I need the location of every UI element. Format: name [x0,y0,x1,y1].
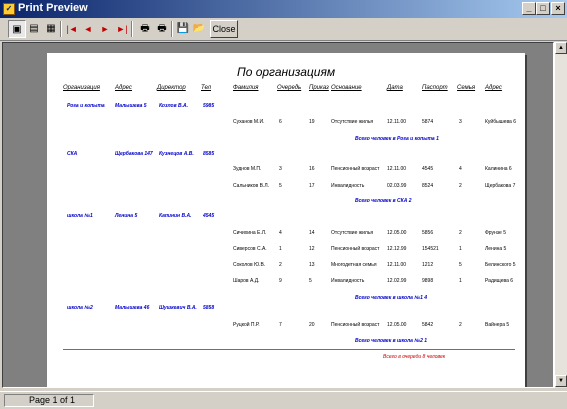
table-cell: 1 [459,278,462,284]
vertical-scrollbar[interactable] [554,42,567,388]
save-icon: 💾 [176,23,190,34]
org-name: Рога и копыта [67,103,105,109]
table-cell: Куйбышева 6 [485,119,517,125]
table-cell: Фрунзе 5 [485,230,506,236]
column-header: Организация [63,85,100,91]
total-summary: Всего в очереди 8 человек [383,354,446,360]
org-name: школа №2 [67,305,93,311]
toolbar-separator [171,21,173,37]
org-phone: 5985 [203,103,215,109]
org-director: Шушкевич В.А. [159,305,197,311]
status-bar [0,391,567,409]
printer-setup-icon: 🖶 [140,23,150,34]
table-cell: 12.11.00 [387,119,407,125]
table-cell: 3 [459,119,462,125]
table-cell: 1212 [422,262,434,268]
table-cell: Многодетная семья [331,262,377,268]
org-address: Щербакова 147 [115,151,153,157]
table-cell: Пенсионный возраст [331,246,380,252]
table-cell: 20 [309,322,315,328]
table-cell: 12.05.00 [387,322,407,328]
table-cell: 4 [279,230,282,236]
table-cell: Калинина 6 [485,166,512,172]
single-page-icon: ▣ [12,24,22,35]
table-cell: 2 [459,183,462,189]
table-cell: 5842 [422,322,434,328]
fit-page-button[interactable] [42,20,60,38]
column-header: Очередь [277,85,302,91]
group-summary: Всего человек в СКА 2 [355,198,412,204]
total-divider [63,349,515,350]
table-cell: Щербакова 7 [485,183,516,189]
column-header: Адрес [115,85,132,91]
open-button[interactable] [190,20,208,38]
report-page [47,53,525,388]
table-cell: 12.05.00 [387,230,407,236]
fit-page-icon: ▦ [46,23,56,34]
printer-setup-button[interactable] [136,20,154,38]
table-cell: 9 [279,278,282,284]
org-phone: 8585 [203,151,215,157]
close-button[interactable]: Close [210,20,238,38]
table-cell: 12.11.00 [387,166,407,172]
column-header: Тел [201,85,211,91]
table-cell: 12 [309,246,315,252]
table-cell: 154521 [422,246,439,252]
multi-page-icon: ▤ [29,23,39,34]
toolbar-separator [60,21,62,37]
page-indicator: Page 1 of 1 [4,394,94,407]
table-cell: 12.12.99 [387,246,407,252]
toolbar-separator [131,21,133,37]
multi-page-button[interactable] [25,20,43,38]
org-director: Кузнецов А.В. [159,151,194,157]
next-page-icon: ► [100,24,110,34]
table-cell: Радищева 6 [485,278,514,284]
table-cell: Инвалидность [331,183,365,189]
table-cell: Соколов Ю.В. [233,262,266,268]
single-page-button[interactable] [8,20,26,38]
table-cell: 1 [279,246,282,252]
table-cell: Белинского 5 [485,262,516,268]
table-cell: 17 [309,183,315,189]
maximize-button[interactable]: □ [536,2,550,15]
org-name: школа №1 [67,213,93,219]
column-header: Фамилия [233,85,259,91]
table-cell: Отсутствие жилья [331,119,374,125]
last-page-icon: ►| [116,24,128,34]
print-icon: 🖶 [157,23,167,34]
table-cell: Сичихина Е.Л. [233,230,267,236]
org-director: Капинин В.А. [159,213,192,219]
prev-page-icon: ◄ [83,24,93,34]
org-director: Козлов В.А. [159,103,188,109]
table-cell: 12.02.99 [387,278,407,284]
table-cell: Отсутствие жилья [331,230,374,236]
table-cell: 02.03.99 [387,183,407,189]
table-cell: Шаров А.Д. [233,278,260,284]
title-bar [0,0,567,18]
column-header: Адрес [485,85,502,91]
table-cell: Сиверсов С.А. [233,246,267,252]
print-button[interactable] [153,20,171,38]
table-cell: 4545 [422,166,434,172]
org-name: СКА [67,151,78,157]
table-cell: 14 [309,230,315,236]
column-header: Паспорт [422,85,448,91]
org-phone: 5858 [203,305,215,311]
app-icon: ✓ [3,3,15,15]
table-cell: Вайнера 5 [485,322,510,328]
table-cell: 16 [309,166,315,172]
table-cell: Зуднов М.П. [233,166,262,172]
report-title: По организациям [237,65,336,79]
close-window-button[interactable]: × [551,2,565,15]
table-cell: Инвалидность [331,278,365,284]
org-address: Ленина 5 [115,213,138,219]
table-cell: 3 [279,166,282,172]
open-icon: 📂 [192,23,206,34]
table-cell: 2 [279,262,282,268]
table-cell: 5 [459,262,462,268]
column-header: Дата [387,85,403,91]
preview-area[interactable] [2,42,554,388]
window-title: Print Preview [18,2,88,14]
table-cell: 5856 [422,230,434,236]
next-page-button[interactable] [96,20,114,38]
table-cell: Ленина 5 [485,246,507,252]
org-phone: 4545 [203,213,215,219]
column-header: Приказ [309,85,329,91]
scroll-up-icon[interactable]: ▲ [555,42,567,54]
column-header: Основание [331,85,362,91]
table-cell: 1 [459,246,462,252]
table-cell: Пенсионный возраст [331,166,380,172]
column-header: Директор [157,85,186,91]
table-cell: 9898 [422,278,434,284]
org-address: Малышева 46 [115,305,150,311]
first-page-icon: |◄ [66,24,78,34]
prev-page-button[interactable] [79,20,97,38]
table-cell: Пенсионный возраст [331,322,380,328]
column-header: Семья [457,85,476,91]
table-cell: Суханов М.И. [233,119,265,125]
table-cell: Руцкой П.Р. [233,322,260,328]
toolbar [0,18,567,41]
table-cell: 2 [459,322,462,328]
group-summary: Всего человек в школа №2 1 [355,338,428,344]
last-page-button[interactable] [113,20,131,38]
table-cell: 8524 [422,183,434,189]
table-cell: 19 [309,119,315,125]
table-cell: 13 [309,262,315,268]
table-cell: 6 [279,119,282,125]
minimize-button[interactable]: _ [522,2,536,15]
group-summary: Всего человек в Рога и копыта 1 [355,136,439,142]
scroll-down-icon[interactable]: ▼ [555,375,567,387]
org-address: Малышева 5 [115,103,147,109]
table-cell: 7 [279,322,282,328]
table-cell: 5 [309,278,312,284]
table-cell: 5 [279,183,282,189]
table-cell: Сальников В.Л. [233,183,269,189]
table-cell: 4 [459,166,462,172]
group-summary: Всего человек в школа №1 4 [355,295,428,301]
table-cell: 12.11.00 [387,262,407,268]
table-cell: 5874 [422,119,434,125]
table-cell: 2 [459,230,462,236]
